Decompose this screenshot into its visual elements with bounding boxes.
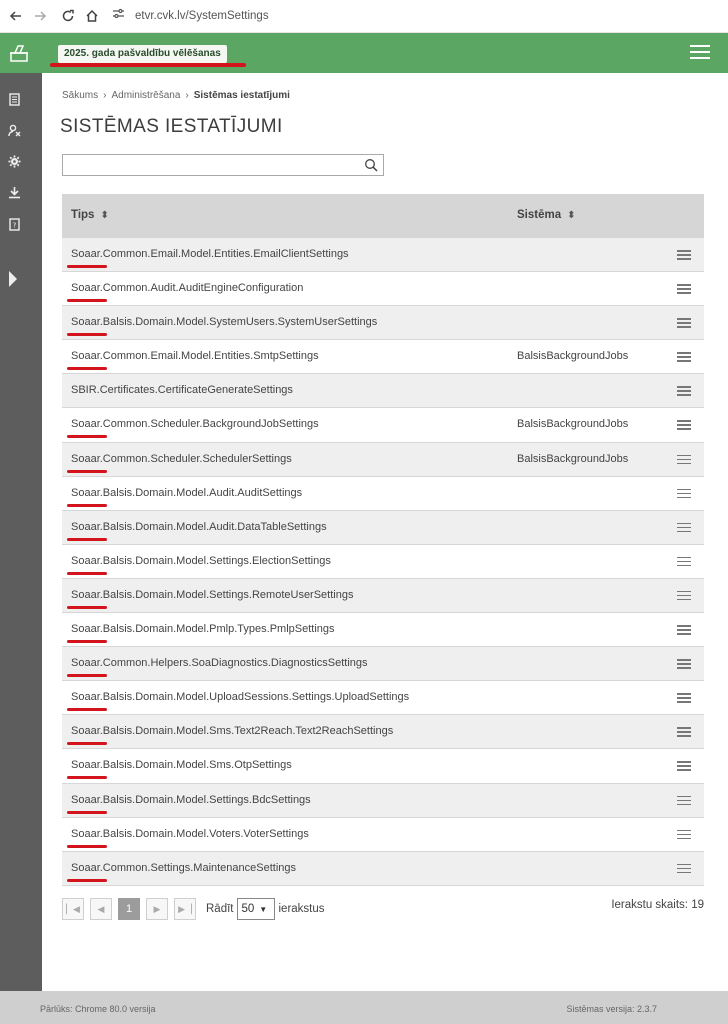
table-row[interactable] <box>62 715 704 749</box>
next-page-button[interactable]: ▶ <box>146 898 168 920</box>
settings-table <box>62 194 704 886</box>
prefix-highlight-mark <box>67 674 107 677</box>
row-menu-icon[interactable] <box>677 284 691 294</box>
first-page-button[interactable]: ▏◀ <box>62 898 84 920</box>
footer <box>0 991 728 1024</box>
row-menu-icon[interactable] <box>677 455 691 465</box>
system-version: Sistēmas versija: 2.3.7 <box>566 1004 657 1014</box>
row-menu-icon[interactable] <box>677 386 691 396</box>
cell-tips: Soaar.Common.Settings.MaintenanceSettings <box>71 861 297 874</box>
cell-tips: SBIR.Certificates.CertificateGenerateSettings <box>71 384 293 397</box>
cell-sistema: BalsisBackgroundJobs <box>517 350 629 363</box>
column-header-tips-label: Tips <box>71 209 95 221</box>
cell-tips: Soaar.Balsis.Domain.Model.Sms.Text2Reach.Text2ReachSettings <box>71 725 394 738</box>
help-document-icon[interactable] <box>7 216 21 232</box>
column-header-tips[interactable] <box>71 209 109 221</box>
search-input[interactable] <box>62 154 384 176</box>
pagination <box>62 898 328 920</box>
row-menu-icon[interactable] <box>677 352 691 362</box>
search-icon[interactable] <box>364 158 378 172</box>
table-row[interactable] <box>62 477 704 511</box>
table-row[interactable] <box>62 340 704 374</box>
table-row[interactable] <box>62 374 704 408</box>
cell-tips: Soaar.Common.Email.Model.Entities.EmailClientSettings <box>71 248 349 260</box>
cell-tips: Soaar.Common.Email.Model.Entities.SmtpSettings <box>71 350 319 363</box>
prefix-highlight-mark <box>67 333 107 336</box>
page-size-select[interactable] <box>237 898 275 920</box>
cell-tips: Soaar.Balsis.Domain.Model.Voters.VoterSettings <box>71 827 309 840</box>
reload-icon[interactable] <box>56 4 80 28</box>
row-menu-icon[interactable] <box>677 830 691 840</box>
cell-tips: Soaar.Balsis.Domain.Model.Audit.DataTableSettings <box>71 520 327 533</box>
row-menu-icon[interactable] <box>677 761 691 771</box>
sort-icon[interactable]: ⬍ <box>567 210 576 221</box>
table-row[interactable] <box>62 238 704 272</box>
title-highlight-mark <box>50 63 246 67</box>
site-settings-icon[interactable] <box>112 7 125 25</box>
sidebar <box>0 73 42 991</box>
row-menu-icon[interactable] <box>677 489 691 499</box>
gear-icon[interactable] <box>7 153 21 169</box>
browser-toolbar <box>0 0 728 33</box>
page-size-value: 50 <box>241 903 255 915</box>
user-settings-icon[interactable] <box>7 122 21 138</box>
breadcrumb: Sākums › Administrēšana › Sistēmas iestatījumi <box>62 90 290 101</box>
row-menu-icon[interactable] <box>677 318 691 328</box>
hamburger-menu-icon[interactable] <box>690 45 710 61</box>
app-header <box>0 33 728 73</box>
main-content <box>42 73 728 991</box>
row-menu-icon[interactable] <box>677 659 691 669</box>
row-menu-icon[interactable] <box>677 523 691 533</box>
table-row[interactable] <box>62 613 704 647</box>
cell-tips: Soaar.Balsis.Domain.Model.Settings.RemoteUserSettings <box>71 588 354 601</box>
prefix-highlight-mark <box>67 435 107 438</box>
table-row[interactable] <box>62 818 704 852</box>
cell-sistema: BalsisBackgroundJobs <box>517 452 629 465</box>
records-label: ierakstus <box>278 903 325 915</box>
cell-tips: Soaar.Balsis.Domain.Model.Sms.OtpSettings <box>71 759 292 772</box>
cell-sistema: BalsisBackgroundJobs <box>517 418 629 431</box>
row-menu-icon[interactable] <box>677 591 691 601</box>
row-menu-icon[interactable] <box>677 625 691 635</box>
cell-tips: Soaar.Balsis.Domain.Model.Pmlp.Types.PmlpSettings <box>71 623 335 636</box>
table-row[interactable] <box>62 511 704 545</box>
column-header-sistema-label: Sistēma <box>517 209 562 221</box>
sort-icon[interactable]: ⬍ <box>100 210 109 221</box>
table-row[interactable] <box>62 443 704 477</box>
row-menu-icon[interactable] <box>677 420 691 430</box>
browser-info: Pārlūks: Chrome 80.0 versija <box>40 1004 156 1014</box>
breadcrumb-current: Sistēmas iestatījumi <box>193 90 290 101</box>
prefix-highlight-mark <box>67 845 107 848</box>
cell-tips: Soaar.Common.Scheduler.SchedulerSettings <box>71 452 292 465</box>
row-menu-icon[interactable] <box>677 796 691 806</box>
prefix-highlight-mark <box>67 640 107 643</box>
total-records: Ierakstu skaits: 19 <box>611 899 704 911</box>
prefix-highlight-mark <box>67 265 107 268</box>
row-menu-icon[interactable] <box>677 864 691 874</box>
download-icon[interactable] <box>7 184 21 200</box>
table-row[interactable] <box>62 272 704 306</box>
prefix-highlight-mark <box>67 708 107 711</box>
cell-tips: Soaar.Balsis.Domain.Model.SystemUsers.SystemUserSettings <box>71 316 378 329</box>
cell-tips: Soaar.Balsis.Domain.Model.UploadSessions.Settings.UploadSettings <box>71 691 410 704</box>
row-menu-icon[interactable] <box>677 727 691 737</box>
svg-text:?: ? <box>12 221 16 229</box>
prefix-highlight-mark <box>67 367 107 370</box>
cell-tips: Soaar.Common.Audit.AuditEngineConfiguration <box>71 282 304 295</box>
column-header-sistema[interactable] <box>517 209 576 221</box>
table-row[interactable] <box>62 579 704 613</box>
prefix-highlight-mark <box>67 776 107 779</box>
prefix-highlight-mark <box>67 504 107 507</box>
table-row[interactable] <box>62 408 704 442</box>
prefix-highlight-mark <box>67 879 107 882</box>
cell-tips: Soaar.Balsis.Domain.Model.Settings.ElectionSettings <box>71 554 331 567</box>
last-page-button[interactable]: ▶▕ <box>174 898 196 920</box>
table-row[interactable] <box>62 852 704 886</box>
prefix-highlight-mark <box>67 811 107 814</box>
document-icon[interactable] <box>7 91 21 107</box>
table-row[interactable] <box>62 784 704 818</box>
page-button-current[interactable]: 1 <box>118 898 140 920</box>
table-row[interactable] <box>62 306 704 340</box>
row-menu-icon[interactable] <box>677 693 691 703</box>
table-row[interactable] <box>62 681 704 715</box>
table-header <box>62 194 704 238</box>
prefix-highlight-mark <box>67 299 107 302</box>
table-row[interactable] <box>62 647 704 681</box>
table-row[interactable] <box>62 545 704 579</box>
breadcrumb-home[interactable]: Sākums <box>62 90 99 101</box>
prev-page-button[interactable]: ◀ <box>90 898 112 920</box>
cell-tips: Soaar.Common.Scheduler.BackgroundJobSettings <box>71 418 319 431</box>
expand-sidebar-icon[interactable] <box>7 269 19 294</box>
url-bar[interactable]: etvr.cvk.lv/SystemSettings <box>135 10 269 22</box>
back-icon[interactable] <box>4 4 28 28</box>
prefix-highlight-mark <box>67 742 107 745</box>
prefix-highlight-mark <box>67 538 107 541</box>
ballot-box-logo-icon[interactable] <box>0 33 38 73</box>
chevron-down-icon: ▼ <box>259 904 268 914</box>
table-body <box>62 238 704 886</box>
show-label: Rādīt <box>206 903 234 915</box>
home-icon[interactable] <box>80 4 104 28</box>
cell-tips: Soaar.Balsis.Domain.Model.Audit.AuditSettings <box>71 486 303 499</box>
cell-tips: Soaar.Balsis.Domain.Model.Settings.BdcSettings <box>71 793 311 806</box>
table-row[interactable] <box>62 749 704 783</box>
page-title: SISTĒMAS IESTATĪJUMI <box>60 116 283 137</box>
row-menu-icon[interactable] <box>677 250 691 260</box>
cell-tips: Soaar.Common.Helpers.SoaDiagnostics.DiagnosticsSettings <box>71 657 368 670</box>
prefix-highlight-mark <box>67 606 107 609</box>
prefix-highlight-mark <box>67 572 107 575</box>
election-title: 2025. gada pašvaldību vēlēšanas <box>58 45 227 63</box>
breadcrumb-section[interactable]: Administrēšana <box>111 90 181 101</box>
prefix-highlight-mark <box>67 470 107 473</box>
forward-icon[interactable] <box>28 4 52 28</box>
row-menu-icon[interactable] <box>677 557 691 567</box>
